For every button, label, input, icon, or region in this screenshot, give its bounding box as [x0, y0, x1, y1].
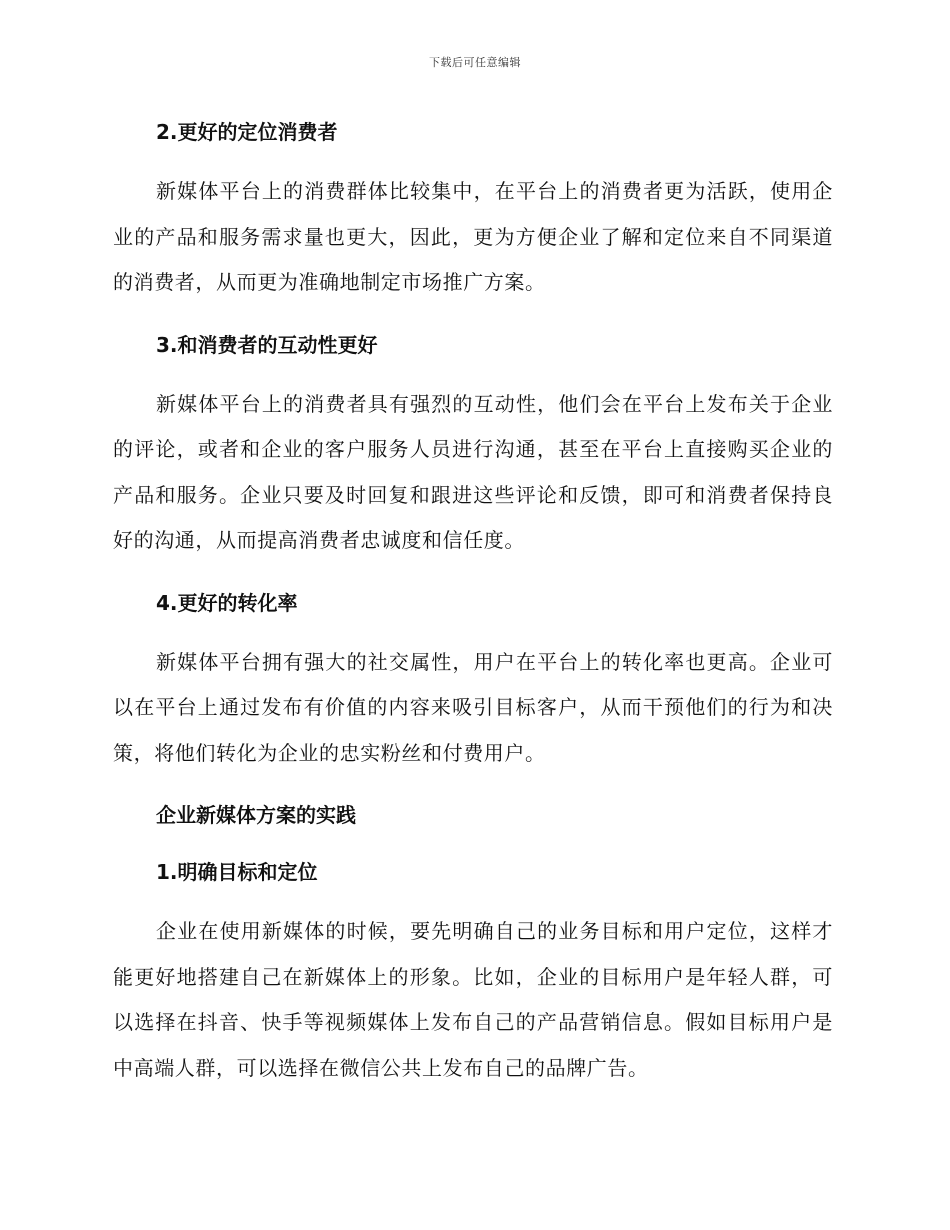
section-paragraph: 企业在使用新媒体的时候，要先明确自己的业务目标和用户定位，这样才能更好地搭建自己在新媒体上的形象。比如，企业的目标用户是年轻人群，可以选择在抖音、快手等视频媒体上发布自己的产品营销信息。假如目标用户是中高端人群，可以选择在微信公共上发布自己的品牌广告。 — [113, 919, 833, 1080]
section-heading: 3.和消费者的互动性更好 — [156, 332, 378, 357]
chapter-heading: 企业新媒体方案的实践 — [156, 803, 356, 827]
section-heading: 4.更好的转化率 — [156, 590, 298, 615]
section-heading: 2.更好的定位消费者 — [156, 120, 338, 144]
section-paragraph: 新媒体平台上的消费群体比较集中，在平台上的消费者更为活跃，使用企业的产品和服务需求量也更大，因此，更为方便企业了解和定位来自不同渠道的消费者，从而更为准确地制定市场推广方案。 — [113, 179, 833, 294]
section-heading: 1.明确目标和定位 — [156, 860, 318, 884]
document-body — [113, 110, 833, 1091]
page-header: 下载后可任意编辑 — [429, 56, 521, 69]
section-paragraph: 新媒体平台上的消费者具有强烈的互动性，他们会在平台上发布关于企业的评论，或者和企业的客户服务人员进行沟通，甚至在平台上直接购买企业的产品和服务。企业只要及时回复和跟进这些评论和反馈，即可和消费者保持良好的沟通，从而提高消费者忠诚度和信任度。 — [113, 391, 833, 552]
section-paragraph: 新媒体平台拥有强大的社交属性，用户在平台上的转化率也更高。企业可以在平台上通过发布有价值的内容来吸引目标客户，从而干预他们的行为和决策，将他们转化为企业的忠实粉丝和付费用户。 — [113, 649, 833, 765]
